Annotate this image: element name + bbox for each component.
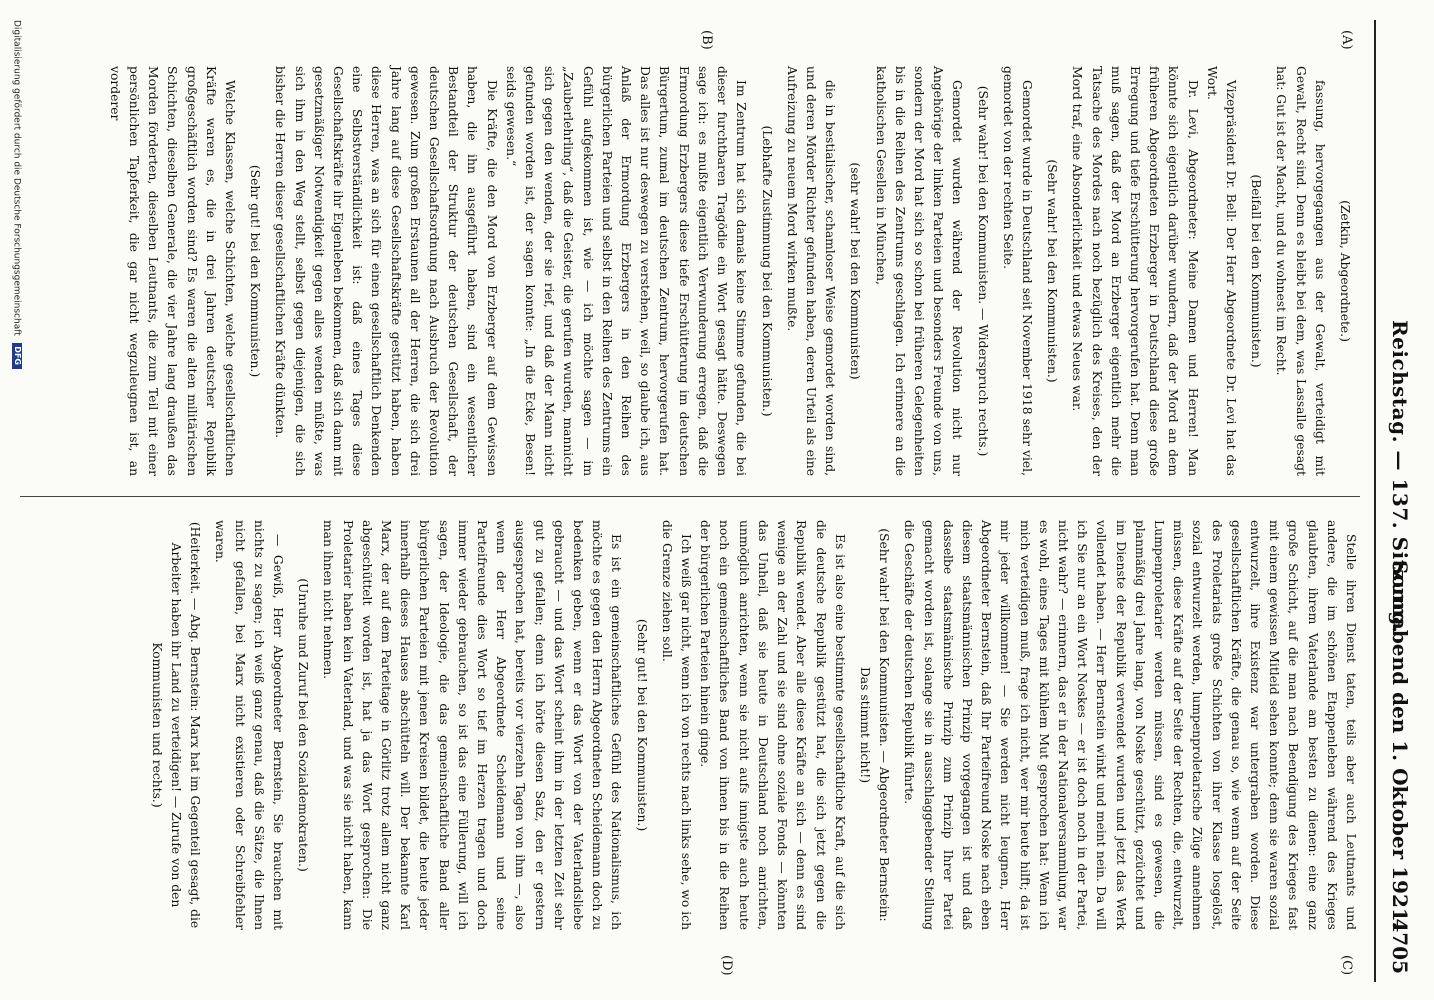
text-paragraph: Im Zentrum hat sich damals keine Stimme gefunden, die bei dieser furchtbaren Tragödie ein Wort gesagt hätte. Deswegen sage ich: es mußte eigentlich Verwunderung erregen, daß die Ermordung Erzbergers diese tiefe Erschütterung im deutschen Bürgertum, zumal im deutschen Zentrum, hervorgerufen hat. Das alles ist nur deswegen zu verstehen, weil, so glaube ich, aus Anlaß der Ermordung Erzbergers in den Reihen des bürgerlichen Parteien und selbst in den Reihen des Zentrums ein Gefühl aufgekommen ist, wie — ich möchte sagen — im „Zauberlehrling“, daß die Geister, die gerufen wurden, mannicht sich gegen den wenden, der sie rief, und daß der Mann nicht gefunden worden ist, der sagen konnte: „In die Ecke, Besen! seids gewesen.“	[503, 66, 749, 476]
interjection-paragraph: (Sehr wahr! bei den Kommunisten. — Abgeordneter Bernstein: Das stimmt nicht!)	[857, 528, 892, 922]
left-text-column	[105, 66, 1360, 476]
text-paragraph: Ich weiß gar nicht, wenn ich von rechts nach links sehe, wo ich die Grenze ziehen soll.	[659, 520, 694, 930]
text-paragraph: — Gewiß, Herr Abgeordneter Bernstein, Sie brauchen mit nichts zu sagen; ich weiß ganz genau, daß die Sätze, die Ihnen nicht gefallen, bei Marx nicht existieren oder Schreibfehler waren.	[213, 520, 286, 930]
margin-letter-a: (A)	[1339, 30, 1354, 50]
text-paragraph: Die Kräfte, die den Mord von Erzberger auf dem Gewissen haben, die ihn ausgeführt haben, sind ein wesentlicher Bestandteil der Struktur der deutschen Gesellschaft, der deutschen Gesellschaftsordnung nach Ausbruch der Revolution gewesen. Zum großen Erstaunen all der Herren, die sich drei Jahre lang auf diese Gesellschaftskräfte gestützt haben, haben diese Herren, was an sich für einen gesellschaftlich Denkenden eine Selbstverständlichkeit ist: daß eines Tages diese Gesellschaftskräfte ihr Eigenleben bekommen, daß sich dann mit gesetzmäßiger Notwendigkeit gegen alles wenden müßte, was sich ihm in den Weg stellt, selbst gegen diejenigen, die sich bisher die Herren dieser gesellschaftlichen Kräfte dünkten.	[273, 66, 499, 476]
text-paragraph: Vizepräsident Dr. Bell: Der Herr Abgeordnete Dr. Levi hat das Wort.	[1204, 66, 1238, 476]
page-header	[1374, 20, 1424, 982]
text-paragraph: die in bestialischer, schamloser Weise gemordet worden sind, und deren Mörder Richter gefunden haben, deren Urteil als eine Aufreizung zu neuem Mord wirken mußte.	[784, 66, 838, 476]
text-paragraph: Gemordet wurde in Deutschland seit November 1918 sehr viel, gemordet von der rechten Seite.	[1000, 66, 1034, 476]
margin-letter-c: (C)	[1339, 955, 1354, 976]
margin-letter-b: (B)	[699, 30, 714, 50]
interjection-paragraph: (Sehr wahr! bei den Kommunisten. — Widerspruch rechts.)	[975, 85, 990, 457]
text-paragraph: Gemordet wurden während der Revolution nicht nur Angehörige der linken Parteien und besonders Freunde von uns, sondern der Mord hat sich so schon bei früheren Gelegenheiten bis in die Reihen des Zentrums geschlagen. Ich erinnere an die katholischen Gesellen in München,	[873, 66, 965, 476]
dfg-logo: DFG	[12, 343, 22, 369]
text-paragraph: (Zetkin, Abgeordnete.)	[1338, 200, 1352, 342]
text-paragraph: fassung, hervorgegangen aus der Gewalt, verteidigt mit Gewalt, Recht sind. Denn es bleibt bei dem, was Lassalle gesagt hat: Gut ist der Macht, und du wohnest im Recht.	[1274, 66, 1327, 476]
text-paragraph: Dr. Levi, Abgeordneter: Meine Damen und Herren! Man könnte sich eigentlich darüber wundern, daß der Mord an dem früheren Abgeordneten Erzberger in Deutschland diese große Erregung und tiefe Erschütterung hervorgerufen hat. Denn man muß sagen, daß der Mord an Erzberger eigentlich mehr die Tatsache des Mordes nach noch bezüglich des Kreises, den der Mord traf, eine Absonderlichkeit und etwas Neues war.	[1070, 66, 1200, 476]
interjection-paragraph: (sehr wahr! bei den Kommunisten)	[848, 162, 863, 380]
text-paragraph: Stelle ihren Dienst taten, teils aber auch Leutnants und andere, die im schönen Etappenleben während des Krieges glaubten, ihrem Vaterlande am besten zu dienen: eine ganz große Schicht, auf die man nach Beendigung des Krieges fast mit einem gewissen Mitleid sehen konnte; denn sie waren sozial entwurzelt, ihre Existenz war untergraben worden. Diese gesellschaftlichen Kräfte, die genau so, wie wenn auf der Seite des Proletariats große Schichten von ihrer Klasse losgelöst, sozial entwurzelt werden, lumpenproletarische Züge annehmen müssen, diese Kräfte auf der Seite der Rechten, die, entwurzelt, Lumpenproletarier werden müssen, sind es gewesen, die planmäßig drei Jahre lang, von Noske geschützt, gezüchtet und im Dienste der Republik verwendet wurden und jetzt das Werk vollendet haben. — Herr Bernstein winkt und meint nein. Da will ich Sie nur an ein Wort Noskes — er ist doch noch in der Partei, nicht wahr? — erinnern, das er in der Nationalversammlung, war es wohl, eines Tages mit kühlem Mut gesprochen hat: Wenn ich mich verteidigen muß, frage ich nicht, wer mir heute hilft; da ist mir jeder willkommen! — Sie werden nicht leugnen, Herr Abgeordneter Bernstein, daß Ihr Parteifreund Noske nach eben diesem staatsmännischen Prinzip vorgegangen ist und daß dasselbe staatsmännische Prinzip zum Prinzip Ihrer Partei gemacht worden ist, solange sie in ausschlaggebender Stellung die Geschäfte der deutschen Republik führte.	[902, 520, 1358, 930]
interjection-paragraph: (Beifall bei den Kommunisten.)	[1249, 174, 1264, 368]
interjection-paragraph: (Sehr gut! bei den Kommunisten.)	[634, 618, 649, 832]
header-session: Reichstag. — 137. Sitzung.	[1388, 320, 1412, 634]
text-paragraph: Welche Klassen, welche Schichten, welche gesellschaftlichen Kräfte waren es, die in drei Jahren deutscher Republik großgeschäftlich worden sind? Es waren die alten militärischen Schichten, dieselben Generale, die vier Jahre lang draußen das Morden förderten, dieselben Leutnants, die zum Teil mit einer persönlichen Tapferkeit, die gar nicht wegzuleugnen ist, an vorderer	[107, 66, 238, 476]
margin-letter-d: (D)	[719, 955, 734, 976]
text-paragraph: Es ist also eine bestimmte gesellschaftliche Kraft, auf die sich die deutsche Republik gestützt hat, die sich jetzt gegen die Republik wendet. Aber alle diese Kräfte an sich — denn es sind wenige an der Zahl und sie sind ohne soziale Fonds — könnten das Unheil, daß sie heute in Deutschland noch anrichten, unmöglich anrichten, wenn sie nicht aufs innigste auch heute noch ein gemeinschaftliches Band von ihnen bis in die Reihen der bürgerlichen Parteien hinein ginge.	[698, 520, 847, 930]
page-number: 4705	[1388, 918, 1412, 974]
interjection-paragraph: (Lebhafte Zustimmung bei den Kommunisten.)	[759, 125, 774, 417]
header-date: Sonnabend den 1. Oktober 1921.	[1388, 560, 1412, 929]
digitization-note	[12, 20, 23, 369]
interjection-paragraph: (Sehr wahr! bei den Kommunisten.)	[1045, 159, 1060, 383]
interjection-paragraph: (Unruhe und Zuruf bei den Sozialdemokraten.)	[296, 578, 311, 872]
text-paragraph: Es ist ein gemeinschaftliches Gefühl des Nationalismus, ich möchte es gegen den Herrn Abgeordneten Scheidemann doch zu bedenken geben, wenn er das Wort von der Vaterlandsliebe gebraucht — und das Wort scheint ihm in der letzten Zeit sehr gut zu gefallen; denn ich hörte diesen Satz, den er gestern ausgesprochen hat, bereits vor vierzehn Tagen von ihm —, also wenn der Herr Abgeordnete Scheidemann und seine Parteifreunde dies Wort so tief im Herzen tragen und doch immer wieder gebrauchen, so ist das eine Füllerung, will ich sagen, der Ideologie, die das gemeinschaftliche Band aller bürgerlichen Parteien mit jenen Kreisen bildet, die heute jeder innerhalb dieses Hauses abschütteln will. Der bekannte Karl Marx, der auf dem Parteitage in Görlitz trotz allem nicht ganz abgeschüttelt worden ist, hat ja das Wort gesprochen: Die Proletarier haben kein Vaterland, und was sie nicht haben, kann man ihnen nicht nehmen.	[321, 520, 624, 930]
right-text-column	[141, 520, 1360, 930]
column-divider	[20, 496, 1360, 497]
interjection-paragraph: (Sehr gut! bei den Kommunisten.)	[248, 164, 263, 378]
interjection-paragraph: (Heiterkeit. — Abg. Bernstein: Marx hat im Gegenteil gesagt, die Arbeiter haben ihr Land zu verteidigen! — Zurufe von den Kommunisten und rechts.)	[149, 521, 203, 929]
digitization-text: Digitalisierung gefördert durch die Deutsche Forschungsgemeinschaft	[11, 20, 22, 336]
